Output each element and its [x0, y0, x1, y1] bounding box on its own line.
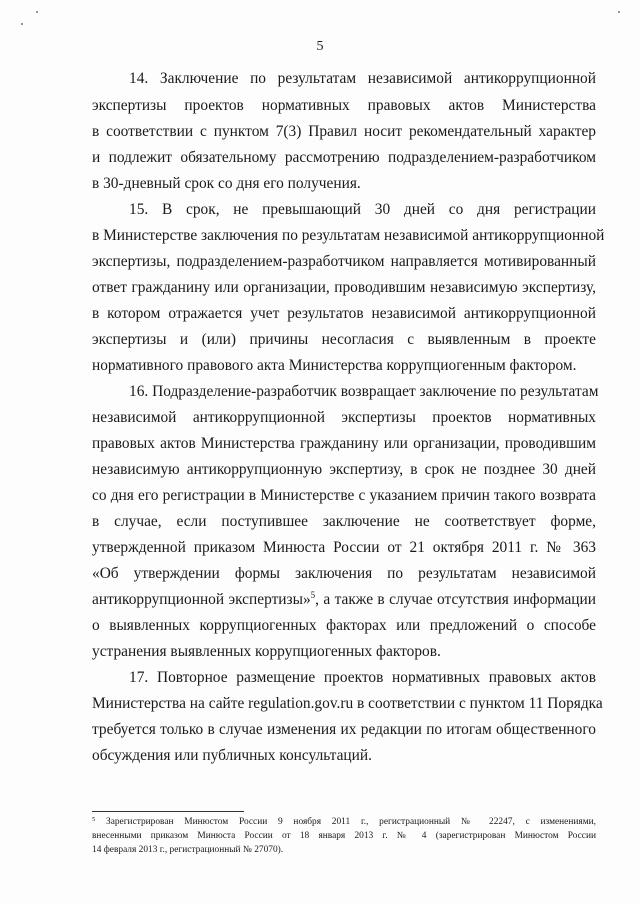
text-line: 14. Заключение по результатам независимой антикоррупционной	[129, 70, 596, 87]
text-line: независимую антикоррупционную экспертизу, в срок не позднее 30 дней	[92, 461, 596, 478]
text-line: обсуждения или публичных консультаций.	[92, 747, 372, 764]
text-segment: , а также в случае отсутствия информации	[315, 591, 596, 608]
text-line: правовых актов Министерства гражданину или организации, проводившим	[92, 435, 596, 452]
text-line: в Министерстве заключения по результатам независимой антикоррупционной	[92, 227, 605, 244]
footnote-marker: 5	[92, 816, 96, 823]
text-line: 16. Подразделение-разработчик возвращает заключение по результатам	[129, 383, 599, 400]
footnote-line: внесенными приказом Минюста России от 18 января 2013 г. № 4 (зарегистрирован Минюстом России	[92, 831, 596, 841]
text-line: устранения выявленных коррупциогенных факторов.	[92, 643, 441, 660]
text-line: нормативного правового акта Министерства коррупциогенным фактором.	[92, 357, 577, 374]
text-line: утвержденной приказом Минюста России от 21 октября 2011 г. № 363	[92, 539, 596, 556]
text-line: независимой антикоррупционной экспертизы проектов нормативных	[92, 409, 596, 426]
scan-speck	[36, 11, 38, 13]
footnote-separator	[92, 811, 244, 812]
text-line: экспертизы, подразделением-разработчиком направляется мотивированный	[92, 253, 596, 270]
text-line: «Об утверждении формы заключения по результатам независимой	[92, 565, 596, 582]
footnote-line: 14 февраля 2013 г., регистрационный № 27070).	[92, 845, 284, 855]
text-line: и подлежит обязательному рассмотрению подразделением-разработчиком	[92, 149, 596, 166]
scan-speck	[21, 23, 23, 25]
text-line: 15. В срок, не превышающий 30 дней со дня регистрации	[129, 201, 596, 218]
text-line: экспертизы проектов нормативных правовых актов Министерства	[92, 97, 596, 114]
text-line: в 30-дневный срок со дня его получения.	[92, 175, 361, 192]
text-line	[92, 590, 596, 610]
text-line: Министерства на сайте regulation.gov.ru в соответствии с пунктом 11 Порядка	[92, 695, 603, 712]
text-line: в случае, если поступившее заключение не соответствует форме,	[92, 513, 596, 530]
text-line: экспертизы и (или) причины несогласия с выявленным в проекте	[92, 331, 596, 348]
page-number: 5	[316, 39, 324, 54]
text-line: в соответствии с пунктом 7(3) Правил носит рекомендательный характер	[92, 123, 596, 140]
text-line: ответ гражданину или организации, проводившим независимую экспертизу,	[92, 279, 596, 296]
text-line: в котором отражается учет результатов независимой антикоррупционной	[92, 305, 596, 322]
text-line: о выявленных коррупциогенных факторах или предложений о способе	[92, 617, 596, 634]
scan-speck	[618, 11, 620, 13]
footnote-line	[92, 815, 596, 829]
footnote-reference: 5	[310, 590, 316, 600]
text-line: со дня его регистрации в Министерстве с указанием причин такого возврата	[92, 487, 596, 504]
text-line: требуется только в случае изменения их редакции по итогам общественного	[92, 721, 596, 738]
text-line: 17. Повторное размещение проектов нормативных правовых актов	[129, 669, 596, 686]
footnote-text: Зарегистрирован Минюстом России 9 ноября 2011 г., регистрационный № 22247, с изменениями,	[95, 817, 596, 827]
text-segment: антикоррупционной экспертизы»	[92, 591, 311, 608]
